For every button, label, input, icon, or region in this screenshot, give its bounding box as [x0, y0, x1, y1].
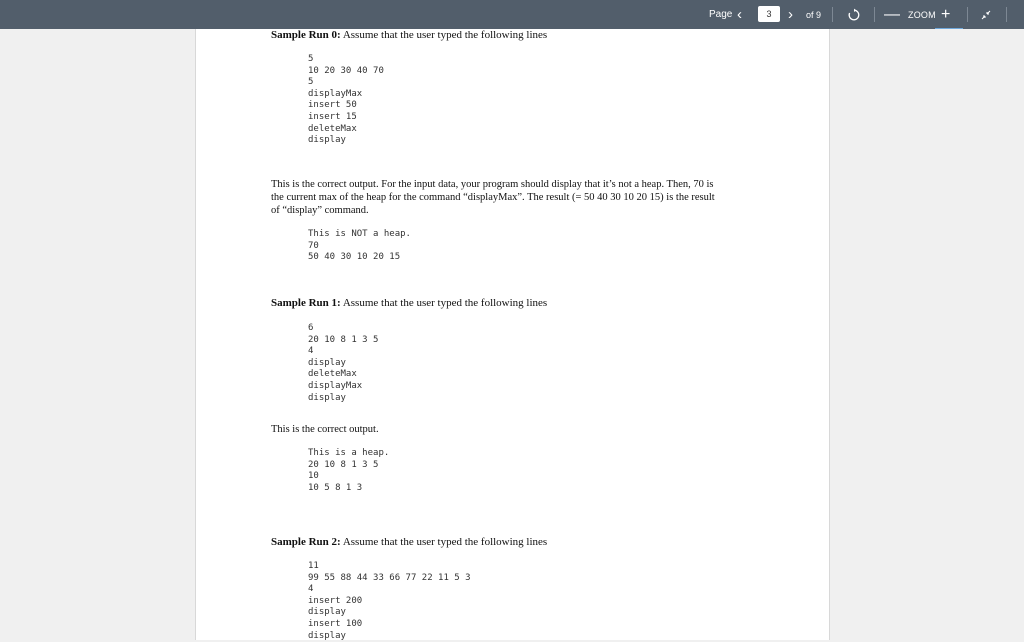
code-line: display: [308, 357, 346, 368]
code-line: 6: [308, 323, 314, 333]
code-line: insert 15: [308, 111, 357, 122]
heading-text: Assume that the user typed the following lines: [340, 536, 548, 548]
sample-run-0-explanation: [271, 179, 761, 217]
sample-run-0-input: [308, 54, 384, 147]
toolbar-divider: [967, 7, 968, 22]
page-count: of 9: [806, 9, 822, 20]
paragraph-line: This is the correct output. For the input data, your program should display that it’s not a heap. Then, 70 is: [271, 179, 714, 190]
code-line: 11: [308, 561, 319, 571]
toolbar-divider: [832, 7, 833, 22]
code-line: 20 10 8 1 3 5: [308, 334, 379, 345]
sample-run-1-explanation: [271, 424, 761, 437]
refresh-icon: [847, 8, 861, 22]
code-line: insert 100: [308, 618, 363, 629]
heading-bold: Sample Run 2:: [271, 536, 341, 548]
paragraph-line: the current max of the heap for the command “displayMax”. The result (= 50 40 30 10 20 15) is the result: [271, 191, 715, 203]
zoom-label: ZOOM: [908, 9, 936, 20]
code-line: displayMax: [308, 88, 363, 99]
paragraph-line: of “display” command.: [271, 204, 369, 216]
toolbar-divider: [1006, 7, 1007, 22]
sample-run-0-output: [308, 229, 411, 264]
code-line: 4: [308, 346, 314, 357]
sample-run-0-heading: [271, 29, 547, 42]
previous-page-button[interactable]: ‹: [737, 6, 742, 23]
code-line: 10 5 8 1 3: [308, 482, 363, 493]
rotate-icon[interactable]: [846, 0, 862, 29]
code-line: display: [308, 135, 346, 146]
code-line: insert 200: [308, 595, 363, 606]
sample-run-2-heading: [271, 536, 547, 549]
zoom-out-button[interactable]: —: [884, 5, 900, 23]
sample-run-1-output: [308, 448, 389, 494]
sample-run-1-input: [308, 323, 378, 404]
code-line: This is a heap.: [308, 448, 390, 458]
code-line: 5: [308, 54, 314, 64]
code-line: deleteMax: [308, 369, 357, 380]
sample-run-1-heading: [271, 297, 547, 310]
code-line: 99 55 88 44 33 66 77 22 11 5 3: [308, 572, 471, 583]
zoom-in-button[interactable]: +: [941, 5, 951, 23]
heading-text: Assume that the user typed the following lines: [340, 29, 548, 41]
code-line: displayMax: [308, 380, 363, 391]
code-line: 10 20 30 40 70: [308, 65, 384, 76]
sample-run-2-input: [308, 561, 471, 642]
code-line: deleteMax: [308, 123, 357, 134]
pdf-toolbar: [0, 0, 1024, 29]
document-page: [195, 29, 830, 640]
code-line: display: [308, 392, 346, 403]
heading-bold: Sample Run 1:: [271, 297, 341, 309]
code-line: display: [308, 630, 346, 641]
next-page-button[interactable]: ›: [788, 6, 793, 23]
heading-text: Assume that the user typed the following lines: [340, 297, 548, 309]
code-line: insert 50: [308, 100, 357, 111]
code-line: 5: [308, 77, 314, 88]
page-number-input[interactable]: 3: [758, 6, 780, 22]
paragraph-line: This is the correct output.: [271, 424, 379, 435]
page-label: Page: [709, 9, 733, 20]
code-line: display: [308, 607, 346, 618]
code-line: 20 10 8 1 3 5: [308, 459, 379, 470]
code-line: 10: [308, 471, 319, 482]
collapse-icon[interactable]: [980, 0, 992, 29]
heading-bold: Sample Run 0:: [271, 29, 341, 41]
code-line: 70: [308, 240, 319, 251]
code-line: This is NOT a heap.: [308, 229, 411, 239]
code-line: 50 40 30 10 20 15: [308, 252, 401, 263]
code-line: 4: [308, 584, 314, 595]
toolbar-divider: [874, 7, 875, 22]
minimize-arrows-icon: [981, 10, 991, 20]
